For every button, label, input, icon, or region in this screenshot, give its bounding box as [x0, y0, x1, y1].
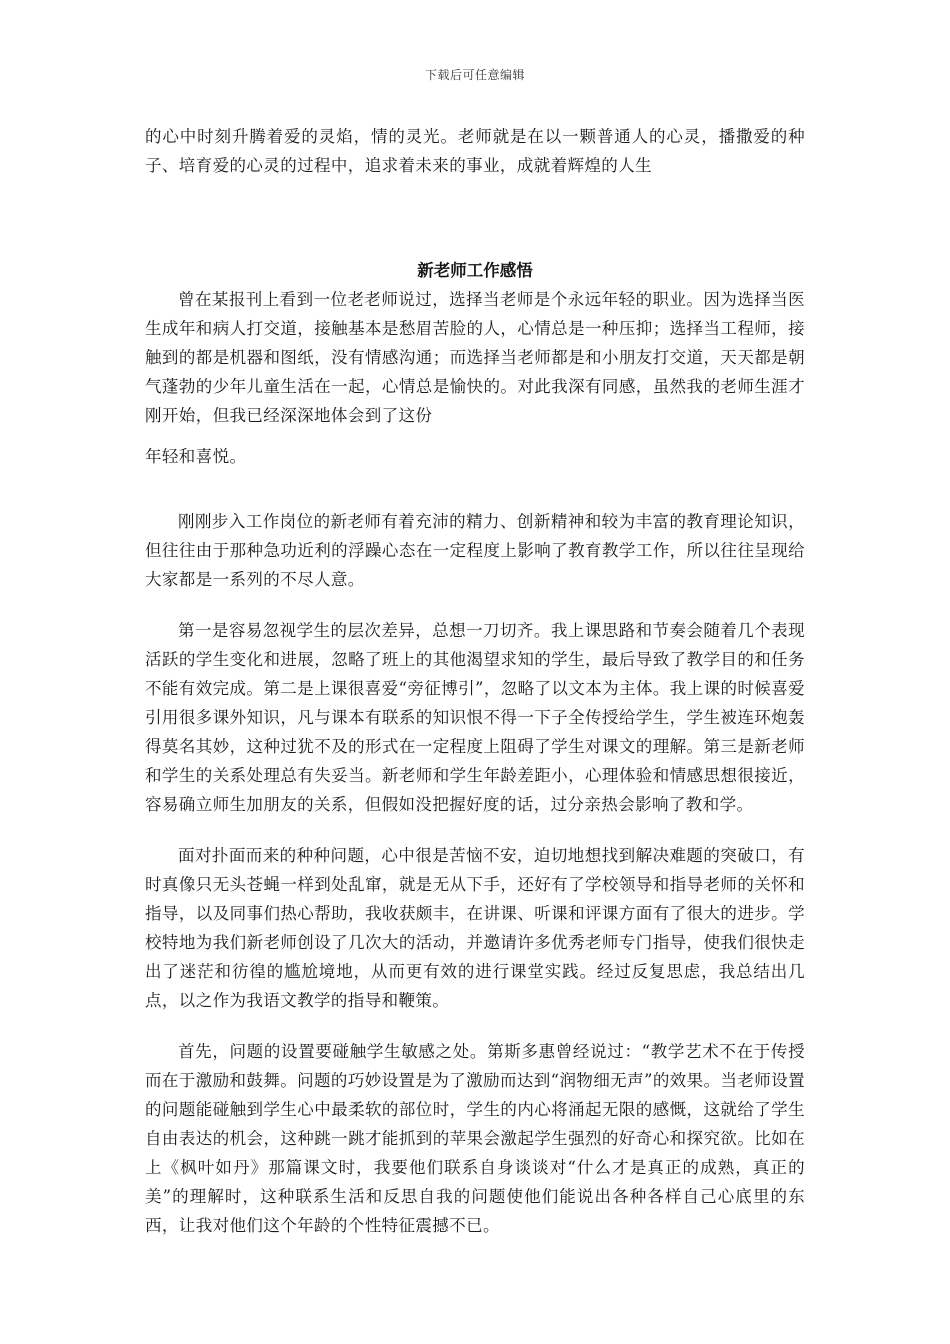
paragraph-gap: [145, 1015, 805, 1037]
paragraph-1: 曾在某报刊上看到一位老老师说过，选择当老师是个永远年轻的职业。因为选择当医生成年和病人打交道，接触基本是愁眉苦脸的人，心情总是一种压抑；选择当工程师，接触到的都是机器和图纸，没有情感沟通；而选择当老师都是和小朋友打交道，天天都是朝气蓬勃的少年儿童生活在一起，心情总是愉快的。对此我深有同感，虽然我的老师生涯才刚开始，但我已经深深地体会到了这份: [145, 290, 805, 425]
paragraph-gap: [145, 471, 805, 507]
paragraph-gap: [145, 819, 805, 841]
paragraph-5: 首先，问题的设置要碰触学生敏感之处。第斯多惠曾经说过：“教学艺术不在于传授而在于激励和鼓舞。问题的巧妙设置是为了激励而达到“润物细无声”的效果。当老师设置的问题能碰触到学生心中最柔软的部位时，学生的内心将涌起无限的感慨，这就给了学生自由表达的机会，这种跳一跳才能抓到的苹果会激起学生强烈的好奇心和探究欲。比如在上《枫叶如丹》那篇课文时，我要他们联系自身谈谈对“什么才是真正的成熟，真正的美”的理解时，这种联系生活和反思自我的问题使他们能说出各种各样自己心底里的东西，让我对他们这个年龄的个性特征震撼不已。: [145, 1042, 805, 1235]
intro-paragraph: 的心中时刻升腾着爱的灵焰，情的灵光。老师就是在以一颗普通人的心灵，播撒爱的种子、培育爱的心灵的过程中，追求着未来的事业，成就着辉煌的人生: [145, 127, 805, 175]
section-gap: [145, 180, 805, 256]
page-header-note: 下载后可任意编辑: [424, 68, 525, 82]
document-body: [145, 122, 805, 1240]
paragraph-4: 面对扑面而来的种种问题，心中很是苦恼不安，迫切地想找到解决难题的突破口，有时真像只无头苍蝇一样到处乱窜，就是无从下手，还好有了学校领导和指导老师的关怀和指导，以及同事们热心帮助，我收获颇丰，在讲课、听课和评课方面有了很大的进步。学校特地为我们新老师创设了几次大的活动，并邀请许多优秀老师专门指导，使我们很快走出了迷茫和彷徨的尴尬境地，从而更有效的进行课堂实践。经过反复思虑，我总结出几点，以之作为我语文教学的指导和鞭策。: [145, 846, 805, 1010]
paragraph-3: 第一是容易忽视学生的层次差异，总想一刀切齐。我上课思路和节奏会随着几个表现活跃的学生变化和进展，忽略了班上的其他渴望求知的学生，最后导致了教学目的和任务不能有效完成。第二是上课很喜爱“旁征博引”，忽略了以文本为主体。我上课的时候喜爱引用很多课外知识，凡与课本有联系的知识恨不得一下子全传授给学生，学生被连环炮轰得莫名其妙，这种过犹不及的形式在一定程度上阻碍了学生对课文的理解。第三是新老师和学生的关系处理总有失妥当。新老师和学生年龄差距小，心理体验和情感思想很接近，容易确立师生加朋友的关系，但假如没把握好度的话，过分亲热会影响了教和学。: [145, 621, 805, 814]
paragraph-2: 刚刚步入工作岗位的新老师有着充沛的精力、创新精神和较为丰富的教育理论知识，但往往由于那种急功近利的浮躁心态在一定程度上影响了教育教学工作，所以往往呈现给大家都是一系列的不尽人意。: [145, 512, 805, 589]
article-title: 新老师工作感悟: [417, 261, 533, 280]
paragraph-1-tail: 年轻和喜悦。: [145, 447, 247, 466]
paragraph-gap: [145, 594, 805, 616]
